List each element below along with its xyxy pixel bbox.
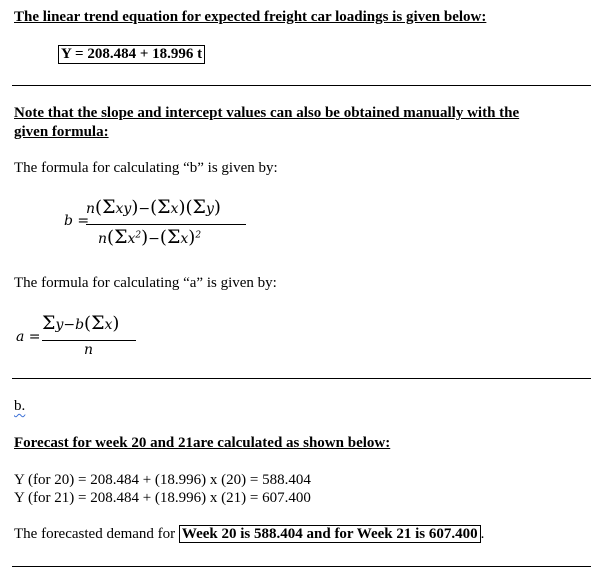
trend-heading: The linear trend equation for expected freight car loadings is given below: [14, 9, 487, 25]
formula-a [16, 312, 176, 364]
formula-b-numerator: n(Σxy)−(Σx)(Σy) [86, 196, 221, 218]
forecast-line-21: Y (for 21) = 208.484 + (18.996) x (21) = 607.400 [14, 490, 311, 506]
formula-a-denominator: n [84, 342, 94, 358]
trend-equation: Y = 208.484 + 18.996 t [58, 45, 205, 64]
conclusion-suffix: . [480, 526, 485, 542]
section-b-label: b. [14, 398, 26, 414]
divider-3 [12, 566, 591, 567]
formula-b-denominator: $n(\Sigma x^2)-(\Sigma x)^2$ [98, 226, 202, 248]
forecast-conclusion [14, 526, 484, 543]
divider-2 [12, 378, 591, 379]
formula-a-label: The formula for calculating “a” is given by: [14, 275, 277, 291]
forecast-heading: Forecast for week 20 and 21are calculated as shown below: [14, 435, 391, 451]
formula-a-numerator: Σy−b(Σx) [42, 312, 120, 334]
forecast-line-20: Y (for 20) = 208.484 + (18.996) x (20) = 588.404 [14, 472, 311, 488]
formula-b-fraction-bar [86, 224, 246, 225]
divider-1 [12, 85, 591, 86]
formula-b-label: The formula for calculating “b” is given by: [14, 160, 278, 176]
conclusion-boxed: Week 20 is 588.404 and for Week 21 is 607.400 [179, 525, 481, 543]
formula-b [64, 196, 264, 256]
formula-a-fraction-bar [42, 340, 136, 341]
note-heading-line1: Note that the slope and intercept values can also be obtained manually with the [14, 105, 520, 121]
formula-b-lhs: b = [64, 213, 90, 229]
conclusion-prefix: The forecasted demand for [14, 526, 179, 542]
note-heading-line2: given formula: [14, 124, 109, 140]
formula-a-lhs: a = [16, 329, 41, 345]
